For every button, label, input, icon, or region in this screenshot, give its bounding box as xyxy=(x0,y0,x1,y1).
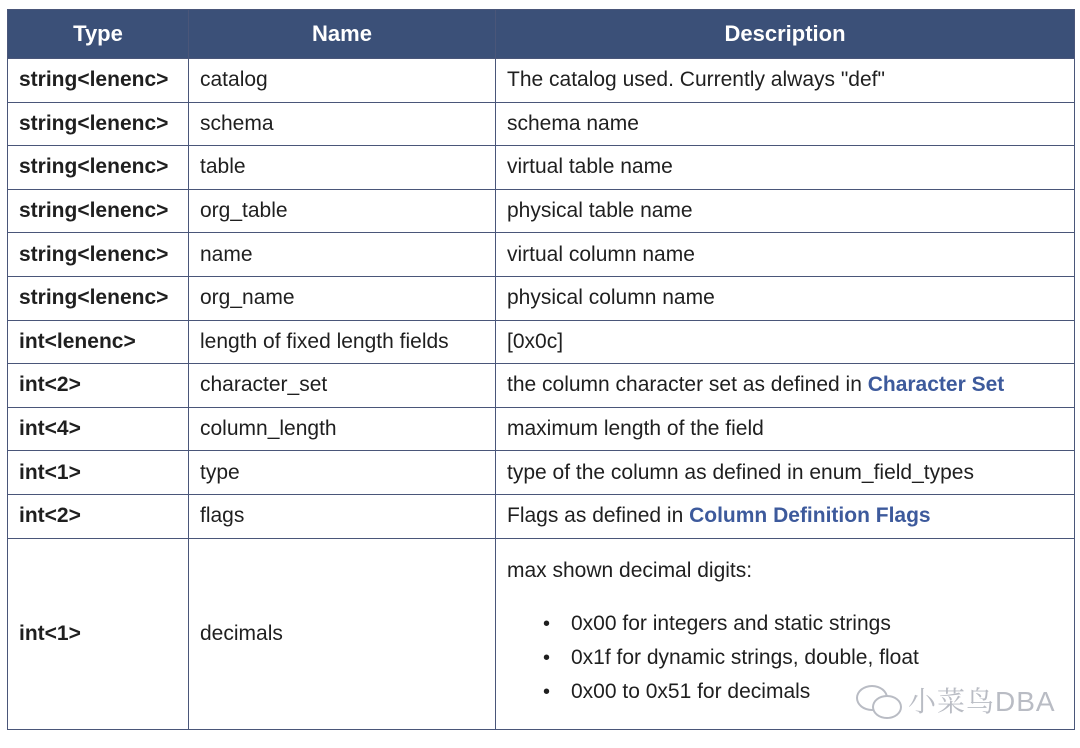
bullet-item: • 0x1f for dynamic strings, double, float xyxy=(571,641,1074,675)
type-cell: int<1> xyxy=(8,538,189,729)
header-name: Name xyxy=(189,10,496,59)
name-cell: org_table xyxy=(189,189,496,233)
name-cell: character_set xyxy=(189,364,496,408)
bullet-item: • 0x00 to 0x51 for decimals xyxy=(571,675,1074,709)
type-cell: int<1> xyxy=(8,451,189,495)
type-cell: string<lenenc> xyxy=(8,102,189,146)
name-cell: schema xyxy=(189,102,496,146)
bullet-item: • 0x00 for integers and static strings xyxy=(571,607,1074,641)
description-cell: physical column name xyxy=(496,276,1075,320)
type-cell: string<lenenc> xyxy=(8,146,189,190)
name-cell: catalog xyxy=(189,59,496,103)
type-cell: string<lenenc> xyxy=(8,276,189,320)
description-cell xyxy=(496,364,1075,408)
watermark-text: 小菜鸟DBA xyxy=(908,686,1056,717)
table-row xyxy=(8,102,1075,146)
name-cell: table xyxy=(189,146,496,190)
description-cell: maximum length of the field xyxy=(496,407,1075,451)
name-cell: length of fixed length fields xyxy=(189,320,496,364)
table-row xyxy=(8,146,1075,190)
description-cell: [0x0c] xyxy=(496,320,1075,364)
table-row xyxy=(8,320,1075,364)
description-cell: The catalog used. Currently always "def" xyxy=(496,59,1075,103)
header-description: Description xyxy=(496,10,1075,59)
character-set-link[interactable]: Character Set xyxy=(867,373,1005,397)
type-cell: int<lenenc> xyxy=(8,320,189,364)
table-row xyxy=(8,276,1075,320)
description-cell: physical table name xyxy=(496,189,1075,233)
name-cell: name xyxy=(189,233,496,277)
name-cell: org_name xyxy=(189,276,496,320)
description-cell: type of the column as defined in enum_field_types xyxy=(496,451,1075,495)
type-cell: int<2> xyxy=(8,494,189,538)
table-row xyxy=(8,407,1075,451)
table-row xyxy=(8,59,1075,103)
table-row xyxy=(8,364,1075,408)
header-row xyxy=(8,10,1075,59)
description-cell: schema name xyxy=(496,102,1075,146)
name-cell: column_length xyxy=(189,407,496,451)
name-cell: flags xyxy=(189,494,496,538)
table-row xyxy=(8,233,1075,277)
description-text: Flags as defined in xyxy=(507,504,690,528)
watermark xyxy=(856,680,1056,720)
table-row xyxy=(8,494,1075,538)
name-cell: type xyxy=(189,451,496,495)
description-cell: virtual table name xyxy=(496,146,1075,190)
type-cell: string<lenenc> xyxy=(8,59,189,103)
type-cell: string<lenenc> xyxy=(8,189,189,233)
type-cell: int<2> xyxy=(8,364,189,408)
description-cell: virtual column name xyxy=(496,233,1075,277)
header-type: Type xyxy=(8,10,189,59)
type-cell: int<4> xyxy=(8,407,189,451)
name-cell: decimals xyxy=(189,538,496,729)
table-row xyxy=(8,451,1075,495)
wechat-icon xyxy=(856,683,902,717)
description-text: max shown decimal digits: xyxy=(507,558,753,582)
table-row xyxy=(8,189,1075,233)
column-definition-table xyxy=(7,9,1075,730)
description-text: the column character set as defined in xyxy=(507,373,868,397)
type-cell: string<lenenc> xyxy=(8,233,189,277)
description-cell xyxy=(496,494,1075,538)
column-definition-flags-link[interactable]: Column Definition Flags xyxy=(689,504,931,528)
